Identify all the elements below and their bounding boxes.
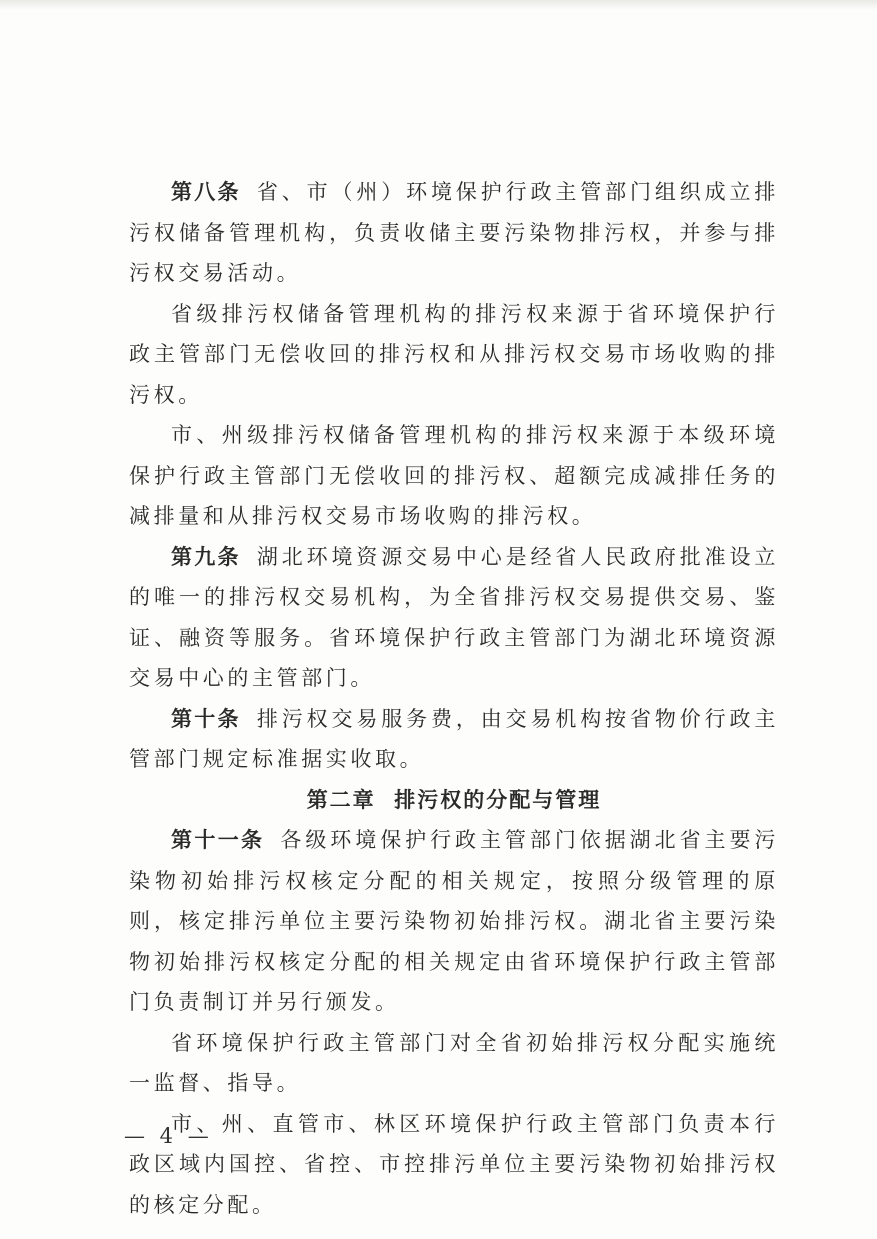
- article-8-text-1: 省、市（州）环境保护行政主管部门组织成立排污权储备管理机构，负责收储主要污染物排污权，并参与排污权交易活动。: [129, 180, 779, 285]
- article-11-title: 第十一条: [171, 827, 265, 852]
- article-9-text-1: 湖北环境资源交易中心是经省人民政府批准设立的唯一的排污权交易机构，为全省排污权交易提供交易、鉴证、融资等服务。省环境保护行政主管部门为湖北环境资源交易中心的主管部门。: [129, 544, 779, 690]
- article-8-paragraph-2: 省级排污权储备管理机构的排污权来源于省环境保护行政主管部门无偿收回的排污权和从排污权交易市场收购的排污权。: [129, 301, 779, 407]
- article-10-title: 第十条: [171, 705, 241, 731]
- article-10-paragraph-1: [129, 699, 779, 780]
- article-9-title: 第九条: [171, 543, 241, 569]
- article-10-text-1: 排污权交易服务费，由交易机构按省物价行政主管部门规定标准据实收取。: [129, 706, 779, 771]
- article-8-paragraph-3: 市、州级排污权储备管理机构的排污权来源于本级环境保护行政主管部门无偿收回的排污权、超额完成减排任务的减排量和从排污权交易市场收购的排污权。: [129, 423, 779, 528]
- article-11-text-1: 各级环境保护行政主管部门依据湖北省主要污染物初始排污权核定分配的相关规定，按照分级管理的原则，核定排污单位主要污染物初始排污权。湖北省主要污染物初始排污权核定分配的相关规定由省环境保护行政主管部门负责制订并另行颁发。: [129, 828, 780, 1014]
- article-8-title: 第八条: [171, 179, 241, 204]
- scan-top-edge: [0, 0, 877, 10]
- chapter-heading: 第二章 排污权的分配与管理: [306, 786, 602, 812]
- document-body: [129, 172, 779, 1225]
- article-8-paragraph-1: [129, 172, 779, 294]
- page-number: — 4 —: [124, 1124, 213, 1148]
- article-11-paragraph-2: 省环境保护行政主管部门对全省初始排污权分配实施统一监督、指导。: [129, 1030, 779, 1095]
- article-11-paragraph-1: [129, 820, 779, 1023]
- article-11-paragraph-3: 市、州、直管市、林区环境保护行政主管部门负责本行政区域内国控、省控、市控排污单位主要污染物初始排污权的核定分配。: [129, 1111, 779, 1217]
- article-9-paragraph-1: [129, 537, 779, 699]
